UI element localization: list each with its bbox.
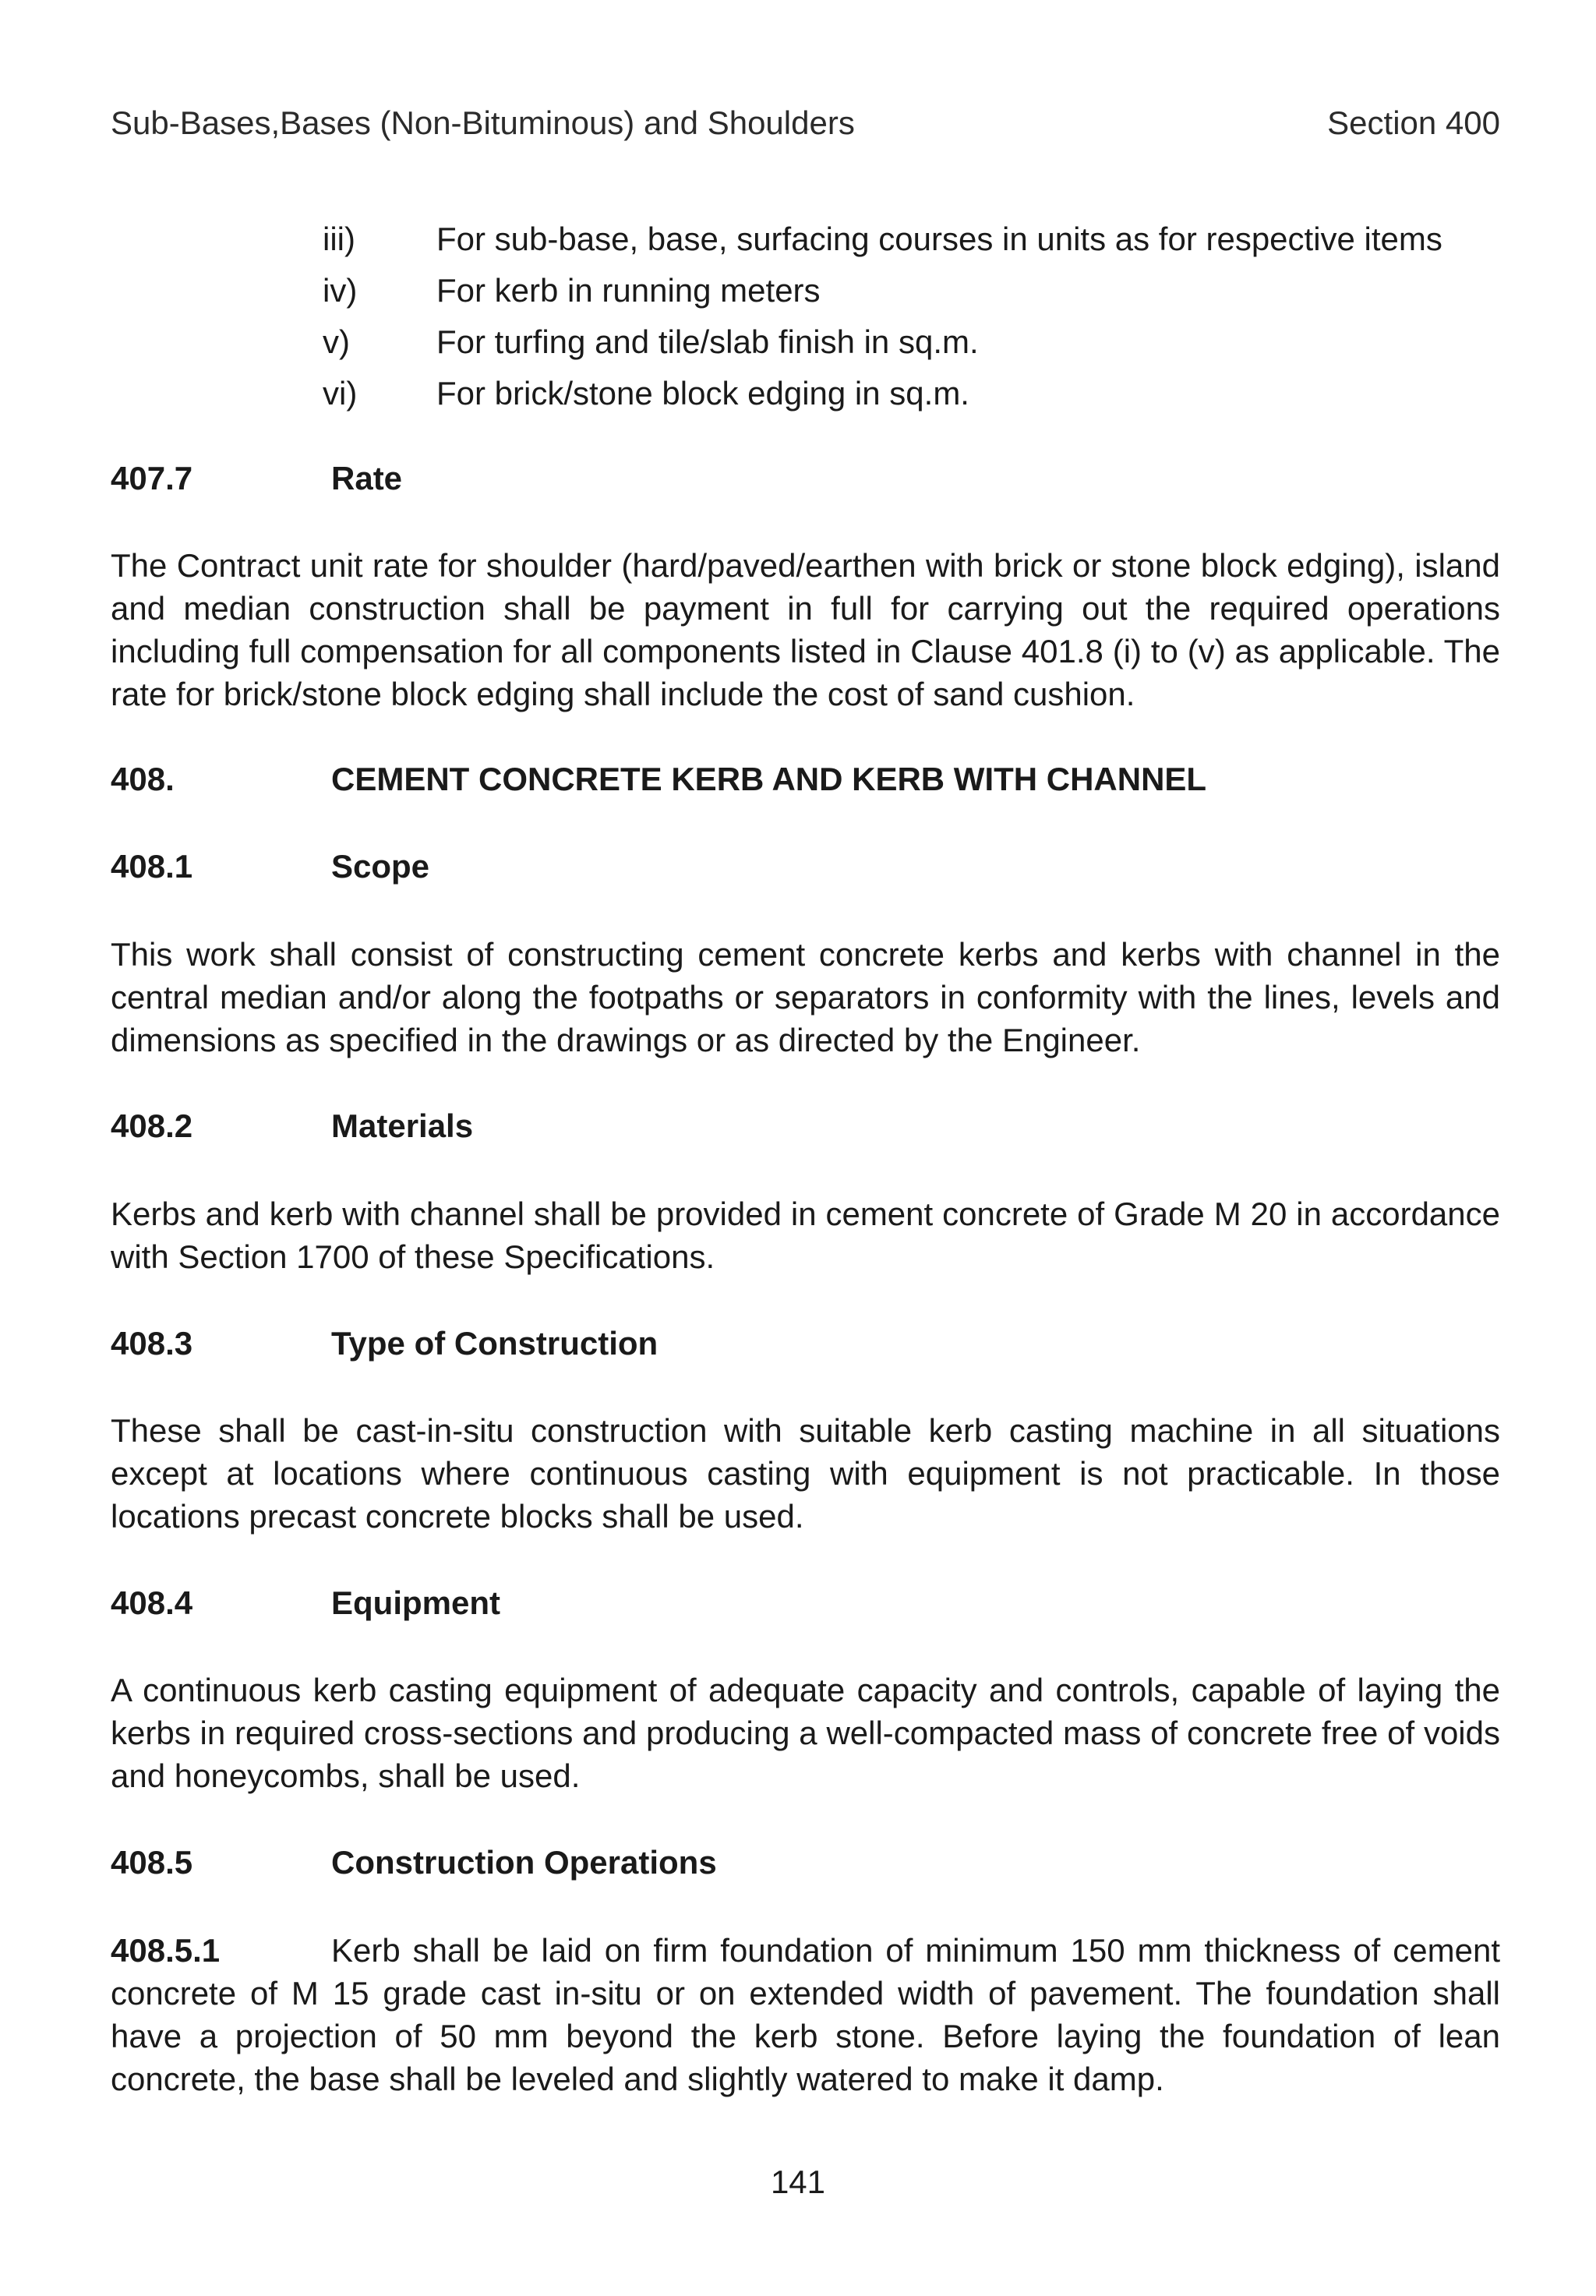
clause-number: 408.5.1 — [111, 1932, 221, 1969]
list-item — [323, 316, 1500, 368]
list-item-text: For sub-base, base, surfacing courses in units as for respective items — [436, 221, 1442, 257]
section-number: 408.3 — [111, 1325, 193, 1362]
measurement-list — [323, 214, 1500, 419]
section-title: Materials — [331, 1107, 474, 1144]
section-heading-407-7 — [111, 457, 1500, 500]
section-number: 408.2 — [111, 1107, 193, 1144]
section-body-408-2: Kerbs and kerb with channel shall be provided in cement concrete of Grade M 20 in accordance with Section 1700 of these Specifications. — [111, 1196, 1500, 1275]
section-heading-408-3 — [111, 1322, 1500, 1365]
section-body-408-3: These shall be cast-in-situ construction with suitable kerb casting machine in all situations except at locations where continuous casting with equipment is not practicable. In those locations precast concrete blocks shall be used. — [111, 1412, 1500, 1535]
section-number: 407.7 — [111, 460, 193, 496]
running-header-title: Sub-Bases,Bases (Non-Bituminous) and Shoulders — [111, 104, 855, 141]
section-heading-408-1 — [111, 845, 1500, 888]
clause-text: Kerb shall be laid on firm foundation of minimum 150 mm thickness of cement concrete of M 15 grade cast in-situ or on extended width of pavement. The foundation shall have a projection of 50 mm beyond the kerb stone. Before laying the foundation of lean concrete, the base shall be leveled and slightly watered to make it damp. — [111, 1932, 1500, 2097]
list-item-text: For turfing and tile/slab finish in sq.m. — [436, 323, 979, 360]
page-number: 141 — [770, 2164, 826, 2200]
section-title: Scope — [331, 848, 430, 885]
section-body-407-7: The Contract unit rate for shoulder (hard/paved/earthen with brick or stone block edging), island and median construction shall be payment in full for carrying out the required operations including full compensation for all components listed in Clause 401.8 (i) to (v) as applicable. The rate for brick/stone block edging shall include the cost of sand cushion. — [111, 547, 1500, 712]
section-title: Equipment — [331, 1584, 500, 1621]
section-title: Rate — [331, 460, 403, 496]
running-header — [111, 104, 1500, 148]
list-item-number: vi) — [323, 375, 358, 412]
section-heading-408-4 — [111, 1581, 1500, 1625]
list-item-number: v) — [323, 323, 350, 360]
list-item-number: iii) — [323, 221, 355, 257]
section-body-408-1: This work shall consist of constructing cement concrete kerbs and kerbs with channel in the central median and/or along the footpaths or separators in conformity with the lines, levels and dimensions as specified in the drawings or as directed by the Engineer. — [111, 936, 1500, 1058]
section-number: 408.1 — [111, 848, 193, 885]
list-item — [323, 214, 1500, 265]
section-heading-408-5 — [111, 1841, 1500, 1884]
section-title: Construction Operations — [331, 1844, 717, 1881]
list-item — [323, 368, 1500, 419]
section-body-408-5-1 — [111, 1929, 1500, 2100]
section-title: CEMENT CONCRETE KERB AND KERB WITH CHANNEL — [331, 761, 1207, 797]
section-title: Type of Construction — [331, 1325, 659, 1362]
list-item-number: iv) — [323, 272, 358, 309]
list-item-text: For kerb in running meters — [436, 272, 821, 309]
list-item-text: For brick/stone block edging in sq.m. — [436, 375, 969, 412]
section-number: 408.5 — [111, 1844, 193, 1881]
list-item — [323, 265, 1500, 316]
section-body-408-4: A continuous kerb casting equipment of adequate capacity and controls, capable of laying the kerbs in required cross-sections and producing a well-compacted mass of concrete free of voids and honeycombs, shall be used. — [111, 1672, 1500, 1794]
section-heading-408-2 — [111, 1104, 1500, 1148]
section-heading-408 — [111, 758, 1500, 801]
running-header-section: Section 400 — [1327, 104, 1500, 141]
section-number: 408. — [111, 761, 175, 797]
section-number: 408.4 — [111, 1584, 193, 1621]
